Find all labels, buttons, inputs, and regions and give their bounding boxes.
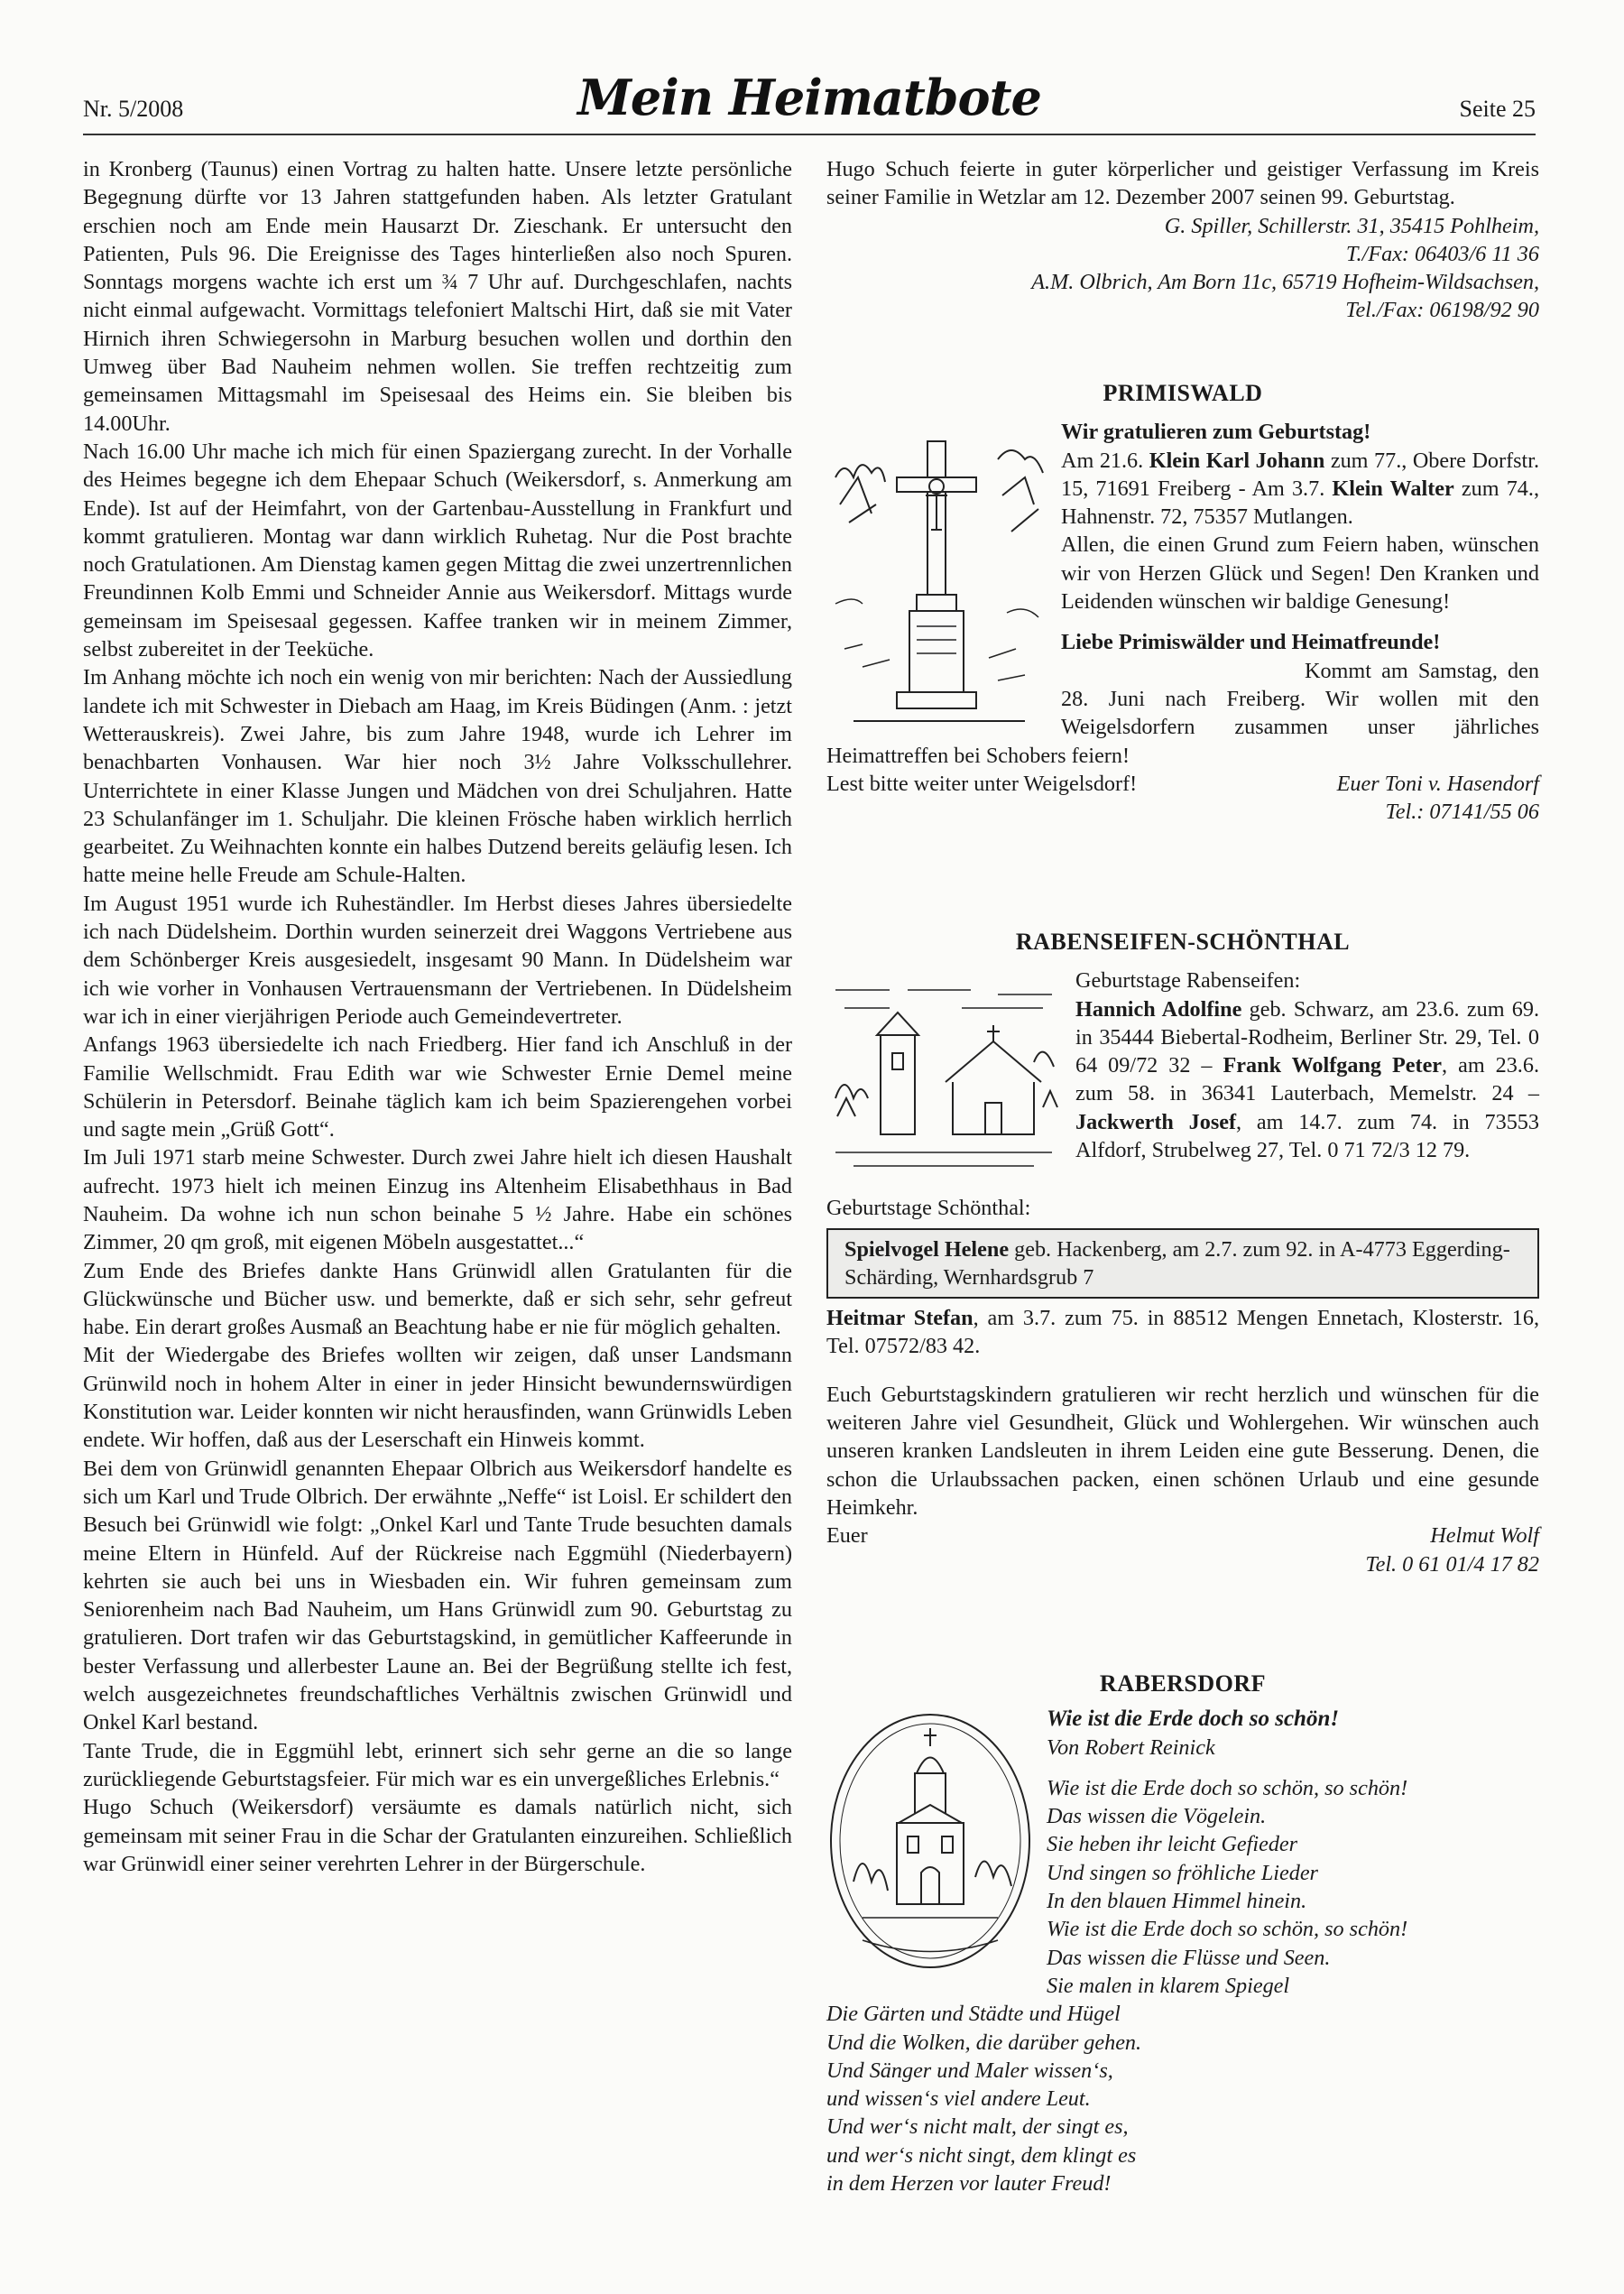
- header-rule: [83, 134, 1536, 135]
- birthday-list: Hannich Adolfine geb. Schwarz, am 23.6. zum 69. in 35444 Biebertal-Rodheim, Berliner Str. 29, Tel. 0 64 09/72 32 – Frank Wolfgang Peter, am 23.6. zum 58. in 36341 Lauterbach, Memelstr. 24 – Jackwerth Josef, am 14.7. zum 74. in 73553 Alfdorf, Strubelweg 27, Tel. 0 71 72/3 12 79.: [1075, 996, 1539, 1163]
- left-paragraph: Hugo Schuch (Weikersdorf) versäumte es damals natürlich nicht, sich gemeinsam mit seiner Frau in die Schar der Gratulanten einzureihen. Schließlich war Grünwidl einer seiner verehrten Lehrer in der Bürgerschule.: [83, 1795, 792, 1876]
- left-paragraph: Im Juli 1971 starb meine Schwester. Durch zwei Jahre hielt ich diesen Haushalt aufrecht. 1973 hielt ich meinen Einzug ins Altenheim Elisabethhaus in Bad Nauheim. Da wohne ich nun schon beinahe 5 ½ Jahre. Habe ein schönes Zimmer, 20 qm groß, mit eigenen Möbeln ausgestattet...“: [83, 1145, 792, 1255]
- left-paragraph: Im August 1951 wurde ich Ruheständler. Im Herbst dieses Jahres übersiedelte ich nach Düdelsheim. Dorthin wurden seinerzeit drei Waggons Vertriebene aus dem Schönberger Kreis ausgesiedelt, insgesamt 90 Mann. In Düdelsheim war ich wie vorher in Vonhausen Vertrauensmann der Vertriebenen. In Düdelsheim war ich in einer vierjährigen Periode auch Gemeindevertreter.: [83, 891, 792, 1029]
- poem-line: Sie heben ihr leicht Gefieder: [1047, 1832, 1298, 1857]
- meeting-text: Kommt am Samstag, den 28. Juni nach Freiberg. Wir wollen mit den Weigelsdorfern zusammen unser jährliches Heimattreffen bei Schobers feiern!: [826, 658, 1539, 768]
- left-paragraph: in Kronberg (Taunus) einen Vortrag zu halten hatte. Unsere letzte persönliche Begegnung dürfte vor 13 Jahren stattgefunden haben. Als letzter Gratulant erschien noch am Ende mein Hausarzt Dr. Zieschank. Er untersucht den Patienten, Puls 96. Die Ereignisse des Tages hinterließen also noch Spuren. Sonntags morgens wachte ich erst um ¾ 7 Uhr auf. Durchgeschlafen, nachts nicht einmal aufgewacht. Vormittags telefoniert Maltschi Hirt, daß sie mit Vater Hirnich ihren Schwiegersohn in Marburg besuchen wollen und dorthin den Umweg über Bad Nauheim nehmen wollen. Sie treffen rechtzeitig zum gemeinsamen Mittagsmahl im Speisesaal des Heims ein. Sie bleiben bis 14.00Uhr.: [83, 157, 792, 436]
- section-primiswald: [826, 379, 1539, 826]
- highlight-box: Spielvogel Helene geb. Hackenberg, am 2.7. zum 92. in A-4773 Eggerding-Schärding, Wernhardsgrub 7: [826, 1228, 1539, 1300]
- chapel-illustration: [826, 1710, 1034, 1972]
- poem-title: Wie ist die Erde doch so schön!: [1047, 1707, 1340, 1732]
- section-heading: PRIMISWALD: [1103, 380, 1263, 406]
- poem-line: und wissen‘s viel andere Leut.: [826, 2086, 1091, 2112]
- wayside-cross-illustration: [826, 423, 1048, 730]
- left-paragraph: Tante Trude, die in Eggmühl lebt, erinnert sich sehr gerne an die so lange zurückliegende Geburtstagsfeier. Für mich war es ein unvergeßliches Erlebnis.“: [83, 1738, 792, 1791]
- left-paragraph: Mit der Wiedergabe des Briefes wollten wir zeigen, daß unser Landsmann Grünwild noch in hohem Alter in einer in jeder Hinsicht bewundernswürdigen Konstitution war. Leider konnten wir nicht herausfinden, wann Grünwidls Leben endete. Wir hoffen, daß aus der Leserschaft ein Hinweis kommt.: [83, 1343, 792, 1453]
- signature-row: [826, 1522, 1539, 1549]
- page-header: [83, 69, 1536, 141]
- contact-spiller: G. Spiller, Schillerstr. 31, 35415 Pohlheim,: [1164, 213, 1539, 238]
- church-village-illustration: [826, 972, 1063, 1179]
- section-heading: RABERSDORF: [1099, 1670, 1267, 1697]
- left-paragraph: Im Anhang möchte ich noch ein wenig von mir berichten: Nach der Aussiedlung landete ich mit Schwester in Diebach am Haag, im Kreis Büdingen (Anm. : jetzt Wetterauskreis). Zwei Jahre, bis zum Jahre 1948, wurde ich Lehrer im benachbarten Vonhausen. War hier noch 3½ Jahre Volksschullehrer. Unterrichtete in einer Klasse Jungen und Mädchen von drei Schuljahren. Hatte 23 Schulanfänger im 1. Schuljahr. Die kleinen Frösche haben wirklich herrlich gearbeitet. Zu Weihnachten konnte ein halbes Dutzend bereits geläufig lesen. Ich hatte meine helle Freude am Schule-Halten.: [83, 665, 792, 888]
- poem-line: Sie malen in klarem Spiegel: [1047, 1973, 1290, 1998]
- left-paragraph: Zum Ende des Briefes dankte Hans Grünwidl allen Gratulanten für die Glückwünsche und Bücher usw. und bemerkte, daß er sich sehr, sehr gefreut habe. Ein derart großes Ausmaß an Beachtung habe er nie für möglich gehalten.: [83, 1258, 792, 1340]
- wish-text: Euch Geburtstagskindern gratulieren wir recht herzlich und wünschen für die weiteren Jahre viel Gesundheit, Glück und Wohlergehen. Wir wünschen auch unseren kranken Landsleuten in ihrem Leiden eine gute Besserung. Denen, die schon die Urlaubssachen packen, einen schönen Urlaub und eine gesunde Heimkehr.: [826, 1382, 1539, 1520]
- subheading-schoenthal: Geburtstage Schönthal:: [826, 1196, 1031, 1221]
- signature-row: [826, 770, 1539, 798]
- poem-line: Das wissen die Flüsse und Seen.: [1047, 1945, 1331, 1970]
- phone: Tel. 0 61 01/4 17 82: [1365, 1551, 1539, 1577]
- section-rabenseifen-schoenthal: [826, 928, 1539, 1578]
- right-top-block: [826, 155, 1539, 325]
- phone: Tel.: 07141/55 06: [1385, 800, 1539, 825]
- left-paragraph: Bei dem von Grünwidl genannten Ehepaar Olbrich aus Weikersdorf handelte es sich um Karl und Trude Olbrich. Der erwähnte „Neffe“ ist Loisl. Er schildert den Besuch bei Grünwidl wie folgt: „Onkel Karl und Tante Trude besuchten damals meine Eltern in Hünfeld. Auf der Rückreise nach Eggmühl (Niederbayern) kehrten sie auch bei uns in Wiesbaden ein. Wir fuhren gemeinsam zum Seniorenheim nach Bad Nauheim, um Hans Grünwidl zum 90. Geburtstag zu gratulieren. Dort trafen wir das Geburtstagskind, in gemütlicher Kaffeerunde in bester Verfassung und allerbester Laune an. Bei der Begrüßung stellte ich fest, welch ausgezeichnetes freundschaftliches Verhältnis zwischen Grünwidl und Onkel Karl bestand.: [83, 1456, 792, 1735]
- section-rabersdorf: [826, 1670, 1539, 2197]
- left-paragraph: Nach 16.00 Uhr mache ich mich für einen Spaziergang zurecht. In der Vorhalle des Heimes begegne ich dem Ehepaar Schuch (Weikersdorf, s. Anmerkung am Ende). Ist auf der Heimfahrt, von der Gartenbau-Ausstellung in Frankfurt und kommt gratulieren. Montag war dann wirklich Ruhetag. Nur die Post brachte noch Gratulationen. Am Dienstag kamen gegen Mittag die zwei unzertrennlichen Freundinnen Kolb Emmi und Schneider Annie aus Weikersdorf. Mittags wurde gemeinsam im Speisesaal gegessen. Kaffee tranken wir in meinem Zimmer, selbst zubereitet in der Teeküche.: [83, 439, 792, 662]
- euer: Euer: [826, 1523, 868, 1549]
- friends-heading: Liebe Primiswälder und Heimatfreunde!: [1061, 630, 1441, 655]
- left-paragraph: Anfangs 1963 übersiedelte ich nach Friedberg. Hier fand ich Anschluß in der Familie Wellschmidt. Frau Edith war wie Schwester Ernie Demel meine Schülerin in Petersdorf. Beinahe täglich kam ich beim Spazierengehen vorbei und sagte mein „Grüß Gott“.: [83, 1032, 792, 1142]
- poem-line: Wie ist die Erde doch so schön, so schön!: [1047, 1775, 1408, 1800]
- poem-stanza-2: [826, 2000, 1539, 2197]
- left-column: [83, 155, 792, 1878]
- poem-line: In den blauen Himmel hinein.: [1047, 1889, 1307, 1914]
- issue-number: Nr. 5/2008: [83, 96, 184, 122]
- signature: Euer Toni v. Hasendorf: [1336, 771, 1539, 796]
- poem-line: Und singen so fröhliche Lieder: [1047, 1860, 1318, 1885]
- poem-author: Von Robert Reinick: [1047, 1734, 1215, 1760]
- poem-line: Und wer‘s nicht malt, der singt es,: [826, 2114, 1129, 2140]
- greeting: Wir gratulieren zum Geburtstag!: [1061, 420, 1371, 445]
- birthday-entry: Heitmar Stefan, am 3.7. zum 75. in 88512 Mengen Ennetach, Klosterstr. 16, Tel. 07572/83 42.: [826, 1306, 1539, 1359]
- contact-olbrich: A.M. Olbrich, Am Born 11c, 65719 Hofheim-Wildsachsen,: [1031, 270, 1539, 295]
- read-more: Lest bitte weiter unter Weigelsdorf!: [826, 771, 1138, 796]
- schuch-birthday-text: Hugo Schuch feierte in guter körperlicher und geistiger Verfassung im Kreis seiner Familie in Wetzlar am 12. Dezember 2007 seinen 99. Geburtstag.: [826, 157, 1539, 210]
- wish-text: Allen, die einen Grund zum Feiern haben, wünschen wir von Herzen Glück und Segen! Den Kranken und Leidenden wünschen wir baldige Genesung!: [1061, 532, 1539, 615]
- poem-line: in dem Herzen vor lauter Freud!: [826, 2171, 1112, 2197]
- poem-line: Und die Wolken, die darüber gehen.: [826, 2030, 1142, 2055]
- subheading-rabenseifen: Geburtstage Rabenseifen:: [1075, 968, 1301, 994]
- masthead-title: Mein Heimatbote: [577, 69, 1041, 126]
- poem-line: und wer‘s nicht singt, dem klingt es: [826, 2142, 1137, 2168]
- section-heading: RABENSEIFEN-SCHÖNTHAL: [1015, 929, 1351, 955]
- contact-olbrich-fax: Tel./Fax: 06198/92 90: [1345, 298, 1539, 323]
- signature: Helmut Wolf: [1430, 1523, 1539, 1549]
- page-number: Seite 25: [1459, 96, 1536, 122]
- poem-line: Die Gärten und Städte und Hügel: [826, 2002, 1121, 2027]
- birthday-entry: Am 21.6. Klein Karl Johann zum 77., Obere Dorfstr. 15, 71691 Freiberg - Am 3.7. Klein Walter zum 74., Hahnenstr. 72, 75357 Mutlangen.: [1061, 448, 1540, 530]
- poem-line: Und Sänger und Maler wissen‘s,: [826, 2058, 1113, 2083]
- poem-line: Das wissen die Vögelein.: [1047, 1804, 1267, 1829]
- poem-line: Wie ist die Erde doch so schön, so schön!: [1047, 1917, 1408, 1942]
- contact-spiller-fax: T./Fax: 06403/6 11 36: [1345, 241, 1539, 266]
